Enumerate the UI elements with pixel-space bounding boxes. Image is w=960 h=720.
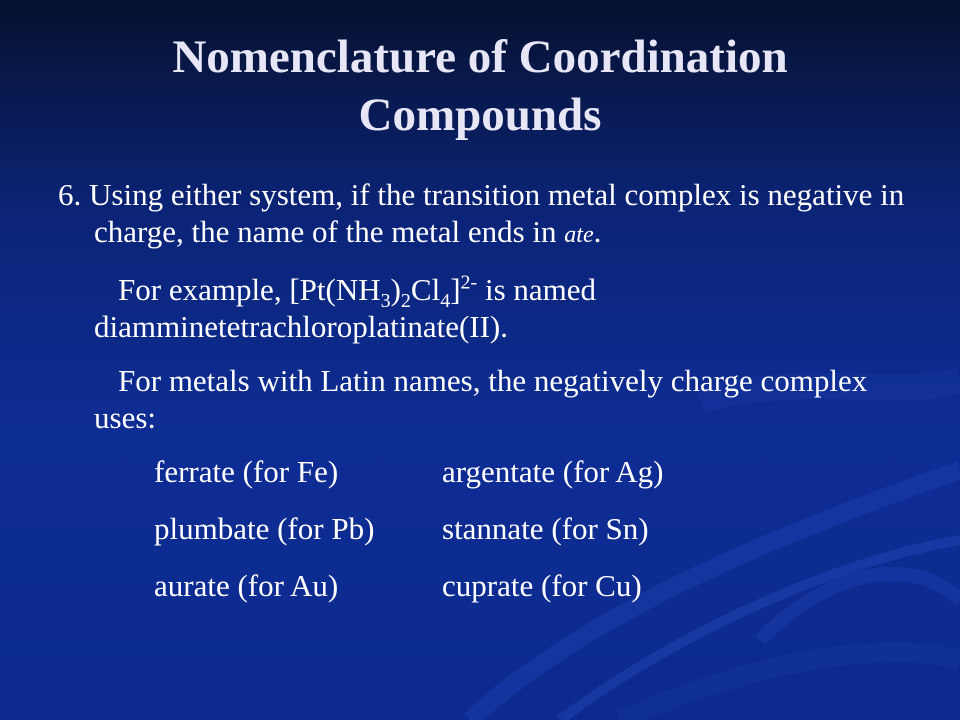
latin-name-left: ferrate (for Fe)	[154, 454, 339, 489]
example-prefix: For example, [Pt(NH	[118, 272, 381, 307]
latin-intro-paragraph	[58, 362, 918, 436]
latin-names-row	[58, 567, 918, 604]
example-subscript-2: 2	[400, 290, 411, 313]
rule-6-text: 6. Using either system, if the transition metal complex is negative in charge, the name of the metal ends in	[58, 177, 905, 249]
slide-title	[0, 28, 960, 144]
example-suffix: is named diamminetetrachloroplatinate(II).	[94, 272, 597, 344]
example-charge: 2-	[460, 271, 478, 294]
slide-title-line-2: Compounds	[358, 89, 602, 141]
slide-body	[58, 176, 918, 624]
latin-names-row	[58, 510, 918, 547]
latin-name-left: plumbate (for Pb)	[154, 511, 375, 546]
example-mid-1: )	[390, 272, 401, 307]
slide-title-line-1: Nomenclature of Coordination	[172, 31, 788, 83]
example-mid-2: Cl	[410, 272, 441, 307]
example-subscript-1: 3	[380, 290, 391, 313]
latin-intro-text: For metals with Latin names, the negatively charge complex uses:	[94, 363, 868, 435]
latin-names-table	[58, 453, 918, 604]
rule-6-paragraph	[58, 176, 918, 254]
example-paragraph	[58, 271, 918, 345]
rule-6-period: .	[593, 214, 602, 249]
example-subscript-3: 4	[440, 290, 451, 313]
rule-6-suffix: ate	[564, 222, 594, 248]
example-mid-3: ]	[450, 272, 461, 307]
latin-names-row	[58, 453, 918, 490]
latin-name-left: aurate (for Au)	[154, 568, 339, 603]
latin-name-right: argentate (for Ag)	[442, 454, 664, 489]
latin-name-right: stannate (for Sn)	[442, 511, 649, 546]
latin-name-right: cuprate (for Cu)	[442, 568, 642, 603]
